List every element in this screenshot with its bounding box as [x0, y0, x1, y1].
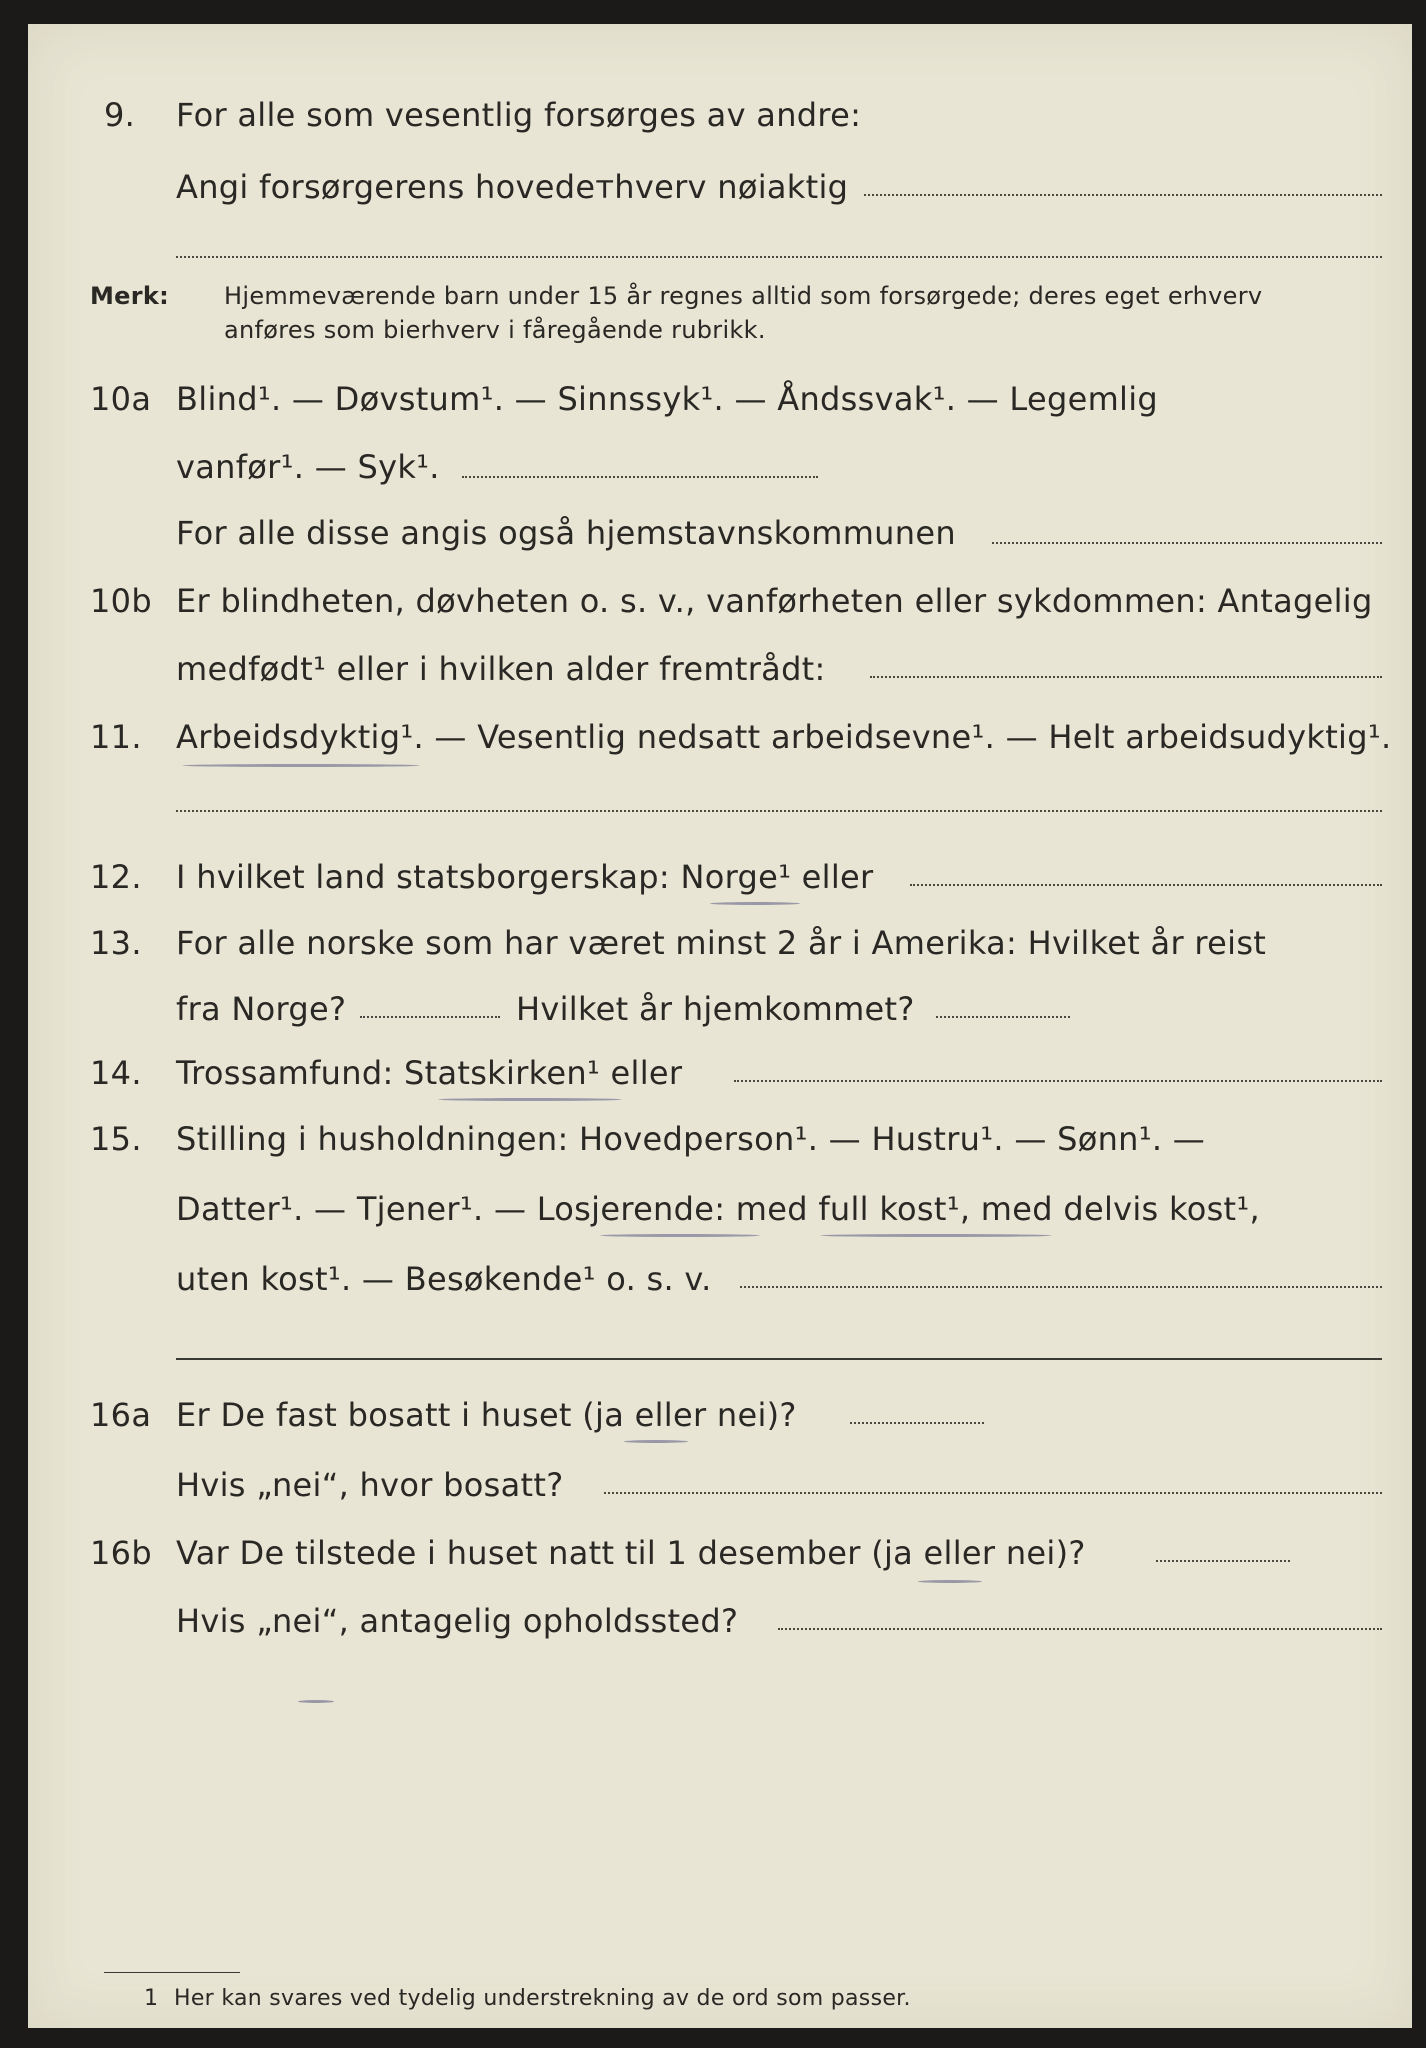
- q10b-question: Er blindheten, døvheten o. s. v., vanførheten eller sykdommen: Antagelig: [176, 582, 1373, 620]
- q9-question: For alle som vesentlig forsørges av andre:: [176, 96, 862, 134]
- q16b-answer-line[interactable]: [1156, 1560, 1290, 1562]
- q14-number: 14.: [90, 1054, 142, 1092]
- q11-options: Arbeidsdyktig¹. — Vesentlig nedsatt arbeidsevne¹. — Helt arbeidsudyktig¹.: [176, 718, 1392, 756]
- q10a-number: 10a: [90, 380, 152, 418]
- q16b-followup: Hvis „nei“, antagelig opholdssted?: [176, 1602, 739, 1640]
- q15-options-3: uten kost¹. — Besøkende¹ o. s. v.: [176, 1260, 712, 1298]
- q14-question: Trossamfund: Statskirken¹ eller: [176, 1054, 683, 1092]
- q10b-number: 10b: [90, 582, 152, 620]
- q10a-instruction: For alle disse angis også hjemstavnskommunen: [176, 514, 956, 552]
- q9-instruction: Angi forsørgerens hovedeтhverv nøiaktig: [176, 168, 849, 206]
- q15-options-2: Datter¹. — Tjener¹. — Losjerende: med full kost¹, med delvis kost¹,: [176, 1190, 1260, 1228]
- pencil-underline-arbeidsdyktig: [182, 764, 420, 767]
- footnote-text: Her kan svares ved tydelig understrekning av de ord som passer.: [174, 1986, 911, 2011]
- q15-options: Stilling i husholdningen: Hovedperson¹. — Hustru¹. — Sønn¹. —: [176, 1120, 1206, 1158]
- pencil-underline-norge: [710, 902, 800, 905]
- q16a-answer-line[interactable]: [850, 1422, 984, 1424]
- q16a-number: 16a: [90, 1396, 152, 1434]
- footnote-rule: [104, 1972, 240, 1973]
- q13-left-label: fra Norge?: [176, 990, 347, 1028]
- q13-right-answer-line[interactable]: [936, 1016, 1070, 1018]
- pencil-underline-losjerende: [600, 1234, 760, 1237]
- q10b-question-2: medfødt¹ eller i hvilken alder fremtrådt:: [176, 650, 826, 688]
- pencil-underline-statskirken: [438, 1098, 622, 1101]
- pencil-stray-mark: [298, 1700, 334, 1703]
- q16b-question: Var De tilstede i huset natt til 1 desember (ja eller nei)?: [176, 1534, 1086, 1572]
- footnote-marker: 1: [144, 1986, 159, 2011]
- q9-answer-line[interactable]: [864, 194, 1382, 196]
- q12-number: 12.: [90, 858, 142, 896]
- pencil-underline-ja-2: [918, 1580, 982, 1583]
- q16a-followup-line[interactable]: [604, 1492, 1382, 1494]
- q9-number: 9.: [104, 96, 136, 134]
- q11-number: 11.: [90, 718, 142, 756]
- q11-answer-line[interactable]: [176, 810, 1382, 812]
- q10b-answer-line[interactable]: [870, 676, 1382, 678]
- pencil-underline-med-full-kost: [820, 1234, 1052, 1237]
- q16b-followup-line[interactable]: [778, 1628, 1382, 1630]
- q10a-options: Blind¹. — Døvstum¹. — Sinnssyk¹. — Åndssvak¹. — Legemlig: [176, 380, 1159, 418]
- merk-text-1: Hjemmeværende barn under 15 år regnes alltid som forsørgede; deres eget erhverv: [224, 282, 1263, 310]
- merk-text-2: anføres som bierhverv i fåregående rubrikk.: [224, 316, 766, 344]
- q12-answer-line[interactable]: [910, 884, 1382, 886]
- section-divider: [176, 1358, 1382, 1360]
- q10a-hometown-line[interactable]: [992, 542, 1382, 544]
- q15-answer-line[interactable]: [740, 1286, 1382, 1288]
- merk-label: Merk:: [90, 282, 170, 310]
- q10a-answer-line[interactable]: [462, 476, 818, 478]
- q16a-followup: Hvis „nei“, hvor bosatt?: [176, 1466, 564, 1504]
- census-form-page: [28, 24, 1412, 2028]
- pencil-underline-ja: [624, 1440, 688, 1443]
- q13-number: 13.: [90, 924, 142, 962]
- q16a-question: Er De fast bosatt i huset (ja eller nei)?: [176, 1396, 797, 1434]
- q12-question: I hvilket land statsborgerskap: Norge¹ eller: [176, 858, 874, 896]
- q13-question: For alle norske som har været minst 2 år i Amerika: Hvilket år reist: [176, 924, 1267, 962]
- q16b-number: 16b: [90, 1534, 152, 1572]
- q13-left-answer-line[interactable]: [360, 1016, 500, 1018]
- q13-right-label: Hvilket år hjemkommet?: [516, 990, 915, 1028]
- q14-answer-line[interactable]: [734, 1080, 1382, 1082]
- q10a-options-2: vanfør¹. — Syk¹.: [176, 448, 440, 486]
- q15-number: 15.: [90, 1120, 142, 1158]
- q9-answer-line-2[interactable]: [176, 256, 1382, 258]
